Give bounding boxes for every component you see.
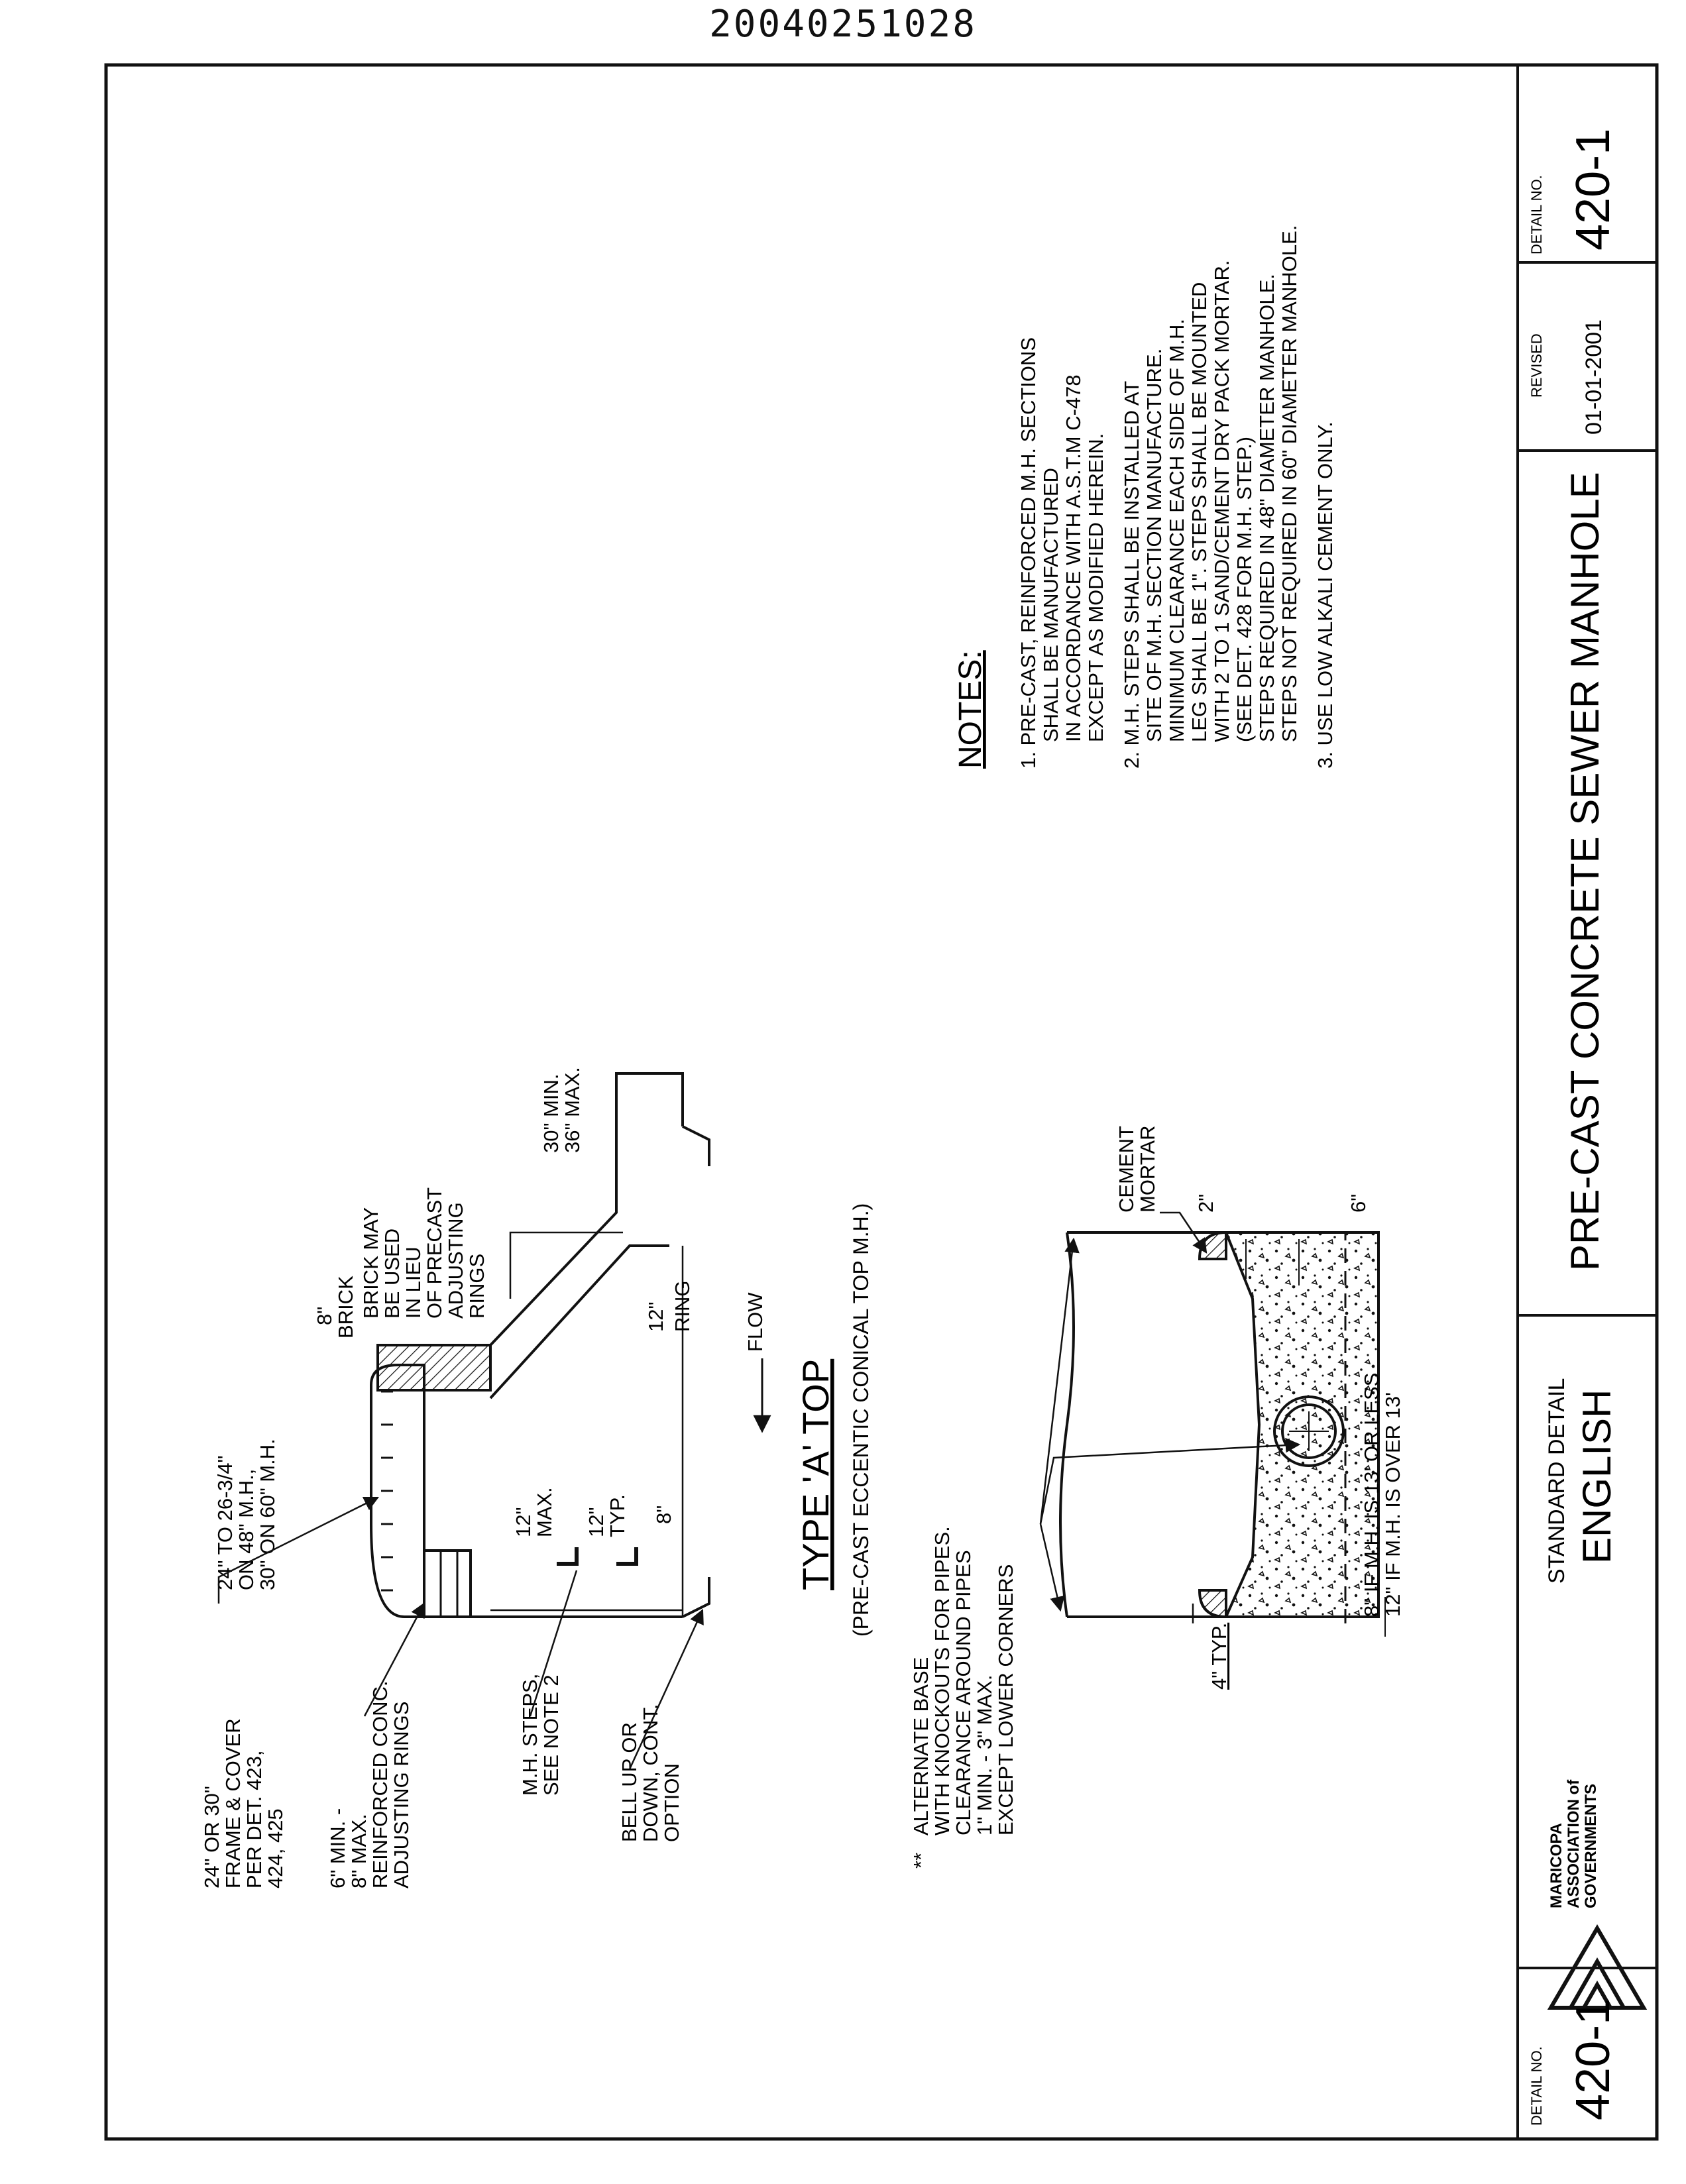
revised-date: 01-01-2001 xyxy=(1581,319,1606,435)
drawing-title: PRE-CAST CONCRETE SEWER MANHOLE xyxy=(1563,472,1607,1271)
notes-heading: NOTES: xyxy=(953,650,988,769)
mortar-left xyxy=(1200,1590,1226,1617)
mortar-right xyxy=(1200,1232,1226,1259)
detail-no-top: 420-1 xyxy=(1567,128,1620,250)
label-max12: 12" MAX. xyxy=(512,1487,556,1537)
cover-teeth xyxy=(381,1392,393,1590)
org-line1: MARICOPA xyxy=(1547,1823,1565,1908)
brick-stack xyxy=(378,1345,490,1390)
base-drawing xyxy=(1060,1232,1378,1623)
label-cement-mortar: CEMENT MORTAR xyxy=(1115,1125,1159,1213)
type-a-title: TYPE 'A' TOP xyxy=(795,1358,836,1590)
org-line2: ASSOCIATION of xyxy=(1565,1779,1583,1908)
detail-no-bottom: 420-1 xyxy=(1567,1998,1620,2120)
label-cone-height: 30" MIN. 36" MAX. xyxy=(539,1067,584,1153)
label-eight: 8" xyxy=(652,1505,675,1524)
cone-inner xyxy=(490,1246,669,1398)
label-steps: M.H. STEPS, SEE NOTE 2 xyxy=(518,1673,563,1796)
label-brick-note: BRICK MAY BE USED IN LIEU OF PRECAST ADJUSTING RINGS xyxy=(359,1187,488,1319)
label-typ4: 4" TYP. xyxy=(1208,1622,1231,1690)
label-ring: RING xyxy=(671,1280,694,1332)
label-adjusting-rings: 6" MIN. - 8" MAX. REINFORCED CONC. ADJUSTING RINGS xyxy=(326,1680,413,1888)
bell xyxy=(683,1126,709,1617)
step-1 xyxy=(557,1547,577,1564)
label-brick-dim: 8" xyxy=(313,1306,336,1325)
label-dim-2: 2" xyxy=(1194,1193,1217,1213)
notes-list: 1. PRE-CAST, REINFORCED M.H. SECTIONS SHALL BE MANUFACTURED IN ACCORDANCE WITH A.S.T.M C-478 EXCEPT AS MODIFIED HEREIN. 2. M.H. STEPS SHALL BE INSTALLED AT SITE OF M.H. SECTION MANUFACTURE. MINIMUM CLEARANCE EACH SIDE OF M.H. LEG SHALL BE 1". STEPS SHALL BE MOUNTED WITH 2 TO 1 SAND/CEMENT DRY PACK MORTAR. (SEE DET. 428 FOR M.H. STEP.) STEPS REQUIRED IN 48" DIAMETER MANHOLE. STEPS NOT REQUIRED IN 60" DIAMETER MANHOLE. 3. USE LOW ALKALI CEMENT ONLY. xyxy=(1017,225,1337,769)
label-brick: BRICK xyxy=(334,1276,357,1338)
label-alternate-base: ** ALTERNATE BASE WITH KNOCKOUTS FOR PIPES. CLEARANCE AROUND PIPES 1" MIN. - 3" MAX. EXCEPT LOWER CORNERS xyxy=(909,1526,1017,1869)
type-a-top-drawing xyxy=(371,1073,762,1617)
label-bell: BELL UP OR DOWN, CONT. OPTION xyxy=(618,1704,683,1842)
english-label: ENGLISH xyxy=(1575,1389,1619,1564)
document-id: 20040251028 xyxy=(709,3,977,46)
label-ring-dim: 12" xyxy=(644,1301,667,1332)
detail-no-label-bottom: DETAIL NO. xyxy=(1528,2046,1545,2126)
detail-no-label-top: DETAIL NO. xyxy=(1528,175,1545,254)
standard-detail-label: STANDARD DETAIL xyxy=(1544,1378,1569,1584)
label-typ12: 12" TYP. xyxy=(585,1494,629,1537)
step-2 xyxy=(616,1547,636,1564)
revised-label: REVISED xyxy=(1528,333,1545,398)
notes-block xyxy=(953,219,1337,769)
frame-cover xyxy=(371,1365,424,1617)
label-depth: 8" IF M.H. IS 13' OR LESS 12" IF M.H. IS OVER 13' xyxy=(1360,1372,1404,1617)
label-opening: 24" TO 26-3/4" ON 48" M.H., 30" ON 60" M.H. xyxy=(213,1439,279,1590)
type-a-subtitle: (PRE-CAST ECCENTIC CONICAL TOP M.H.) xyxy=(849,1203,873,1637)
label-dim-6: 6" xyxy=(1347,1193,1370,1213)
label-frame-cover: 24" OR 30" FRAME & COVER PER DET. 423, 424, 425 xyxy=(200,1718,287,1888)
org-line3: GOVERNMENTS xyxy=(1582,1783,1600,1908)
adjusting-rings xyxy=(424,1551,471,1617)
base-slab xyxy=(1226,1232,1378,1617)
label-flow: FLOW xyxy=(744,1292,767,1352)
